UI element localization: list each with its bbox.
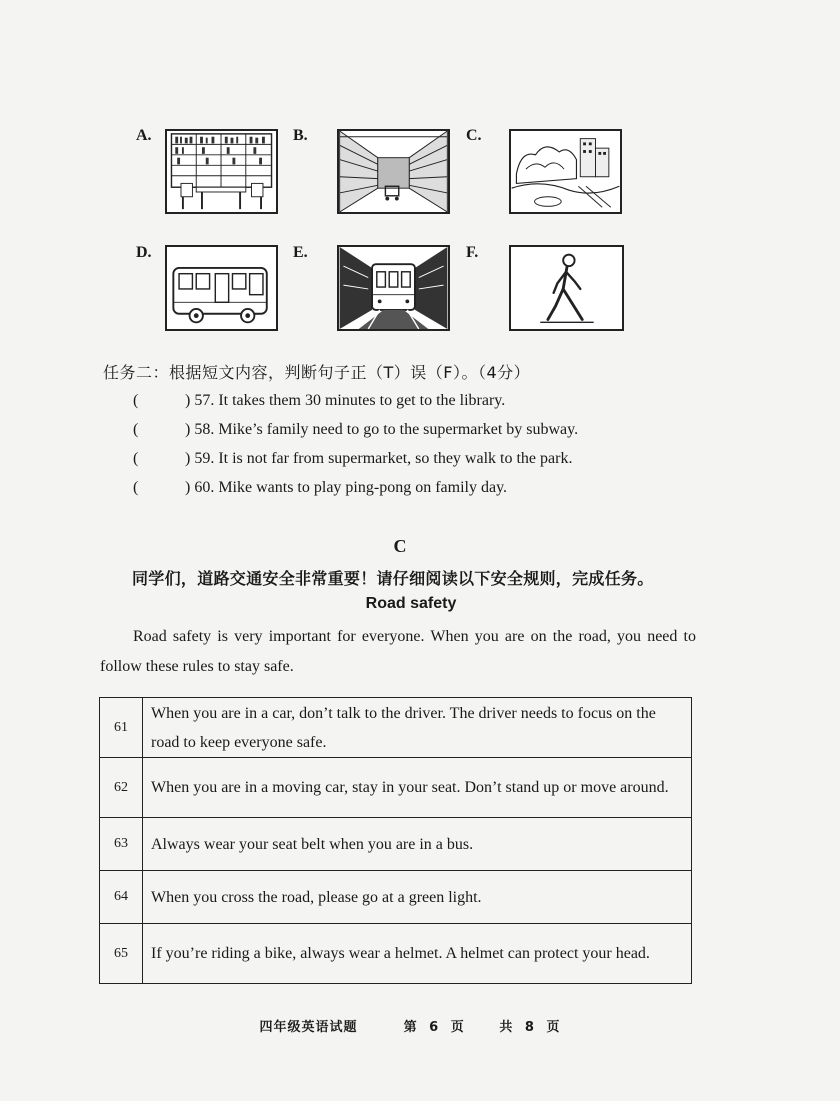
- rule-number: 61: [100, 698, 143, 758]
- option-label-d: D.: [136, 244, 152, 261]
- subway-icon: [339, 247, 448, 329]
- task2-title: 任务二：根据短文内容，判断句子正（T）误（F）。（4分）: [103, 363, 531, 382]
- rule-text: When you are in a moving car, stay in your seat. Don’t stand up or move around.: [143, 758, 692, 818]
- page-footer: [0, 1016, 820, 1035]
- footer-page: 第 6 页: [403, 1020, 465, 1035]
- supermarket-icon: [339, 131, 448, 212]
- table-row: [100, 871, 692, 924]
- question-60: ( ) 60. Mike wants to play ping-pong on family day.: [133, 479, 508, 496]
- question-text: 60. Mike wants to play ping-pong on family day.: [194, 479, 508, 496]
- footer-total: 共 8 页: [499, 1020, 561, 1035]
- passage-intro: Road safety is very important for everyone. When you are on the road, you need to follow these rules to stay safe.: [100, 628, 696, 675]
- rule-text: Always wear your seat belt when you are in a bus.: [143, 818, 692, 871]
- park-picture: [509, 129, 622, 214]
- rule-number: 64: [100, 871, 143, 924]
- option-label-b: B.: [293, 127, 308, 144]
- option-label-a: A.: [136, 127, 152, 144]
- option-label-e: E.: [293, 244, 308, 261]
- table-row: [100, 924, 692, 984]
- section-instruction: 同学们，道路交通安全非常重要！请仔细阅读以下安全规则，完成任务。: [132, 569, 654, 588]
- rules-table: [99, 697, 692, 984]
- question-text: 59. It is not far from supermarket, so they walk to the park.: [194, 450, 573, 467]
- walk-picture: [509, 245, 624, 331]
- rule-text: If you’re riding a bike, always wear a helmet. A helmet can protect your head.: [143, 924, 692, 984]
- table-row: [100, 818, 692, 871]
- answer-blank-open[interactable]: (: [133, 392, 139, 409]
- rule-number: 62: [100, 758, 143, 818]
- park-icon: [511, 131, 620, 212]
- question-59: ( ) 59. It is not far from supermarket, so they walk to the park.: [133, 450, 573, 467]
- walking-person-icon: [511, 247, 622, 329]
- table-row: [100, 758, 692, 818]
- section-letter: C: [393, 536, 407, 556]
- question-58: ( ) 58. Mike’s family need to go to the supermarket by subway.: [133, 421, 579, 438]
- subway-picture: [337, 245, 450, 331]
- option-label-f: F.: [466, 244, 479, 261]
- passage-title: Road safety: [365, 595, 457, 612]
- question-text: 58. Mike’s family need to go to the supermarket by subway.: [194, 421, 579, 438]
- library-picture: [165, 129, 278, 214]
- rule-text: When you cross the road, please go at a green light.: [143, 871, 692, 924]
- question-57: ( ) 57. It takes them 30 minutes to get to the library.: [133, 392, 506, 409]
- footer-subject: 四年级英语试题: [259, 1020, 358, 1035]
- bus-icon: [167, 247, 276, 329]
- answer-blank-open[interactable]: (: [133, 479, 139, 496]
- supermarket-picture: [337, 129, 450, 214]
- option-label-c: C.: [466, 127, 482, 144]
- question-text: 57. It takes them 30 minutes to get to the library.: [194, 392, 506, 409]
- library-icon: [167, 131, 276, 212]
- rule-text: When you are in a car, don’t talk to the driver. The driver needs to focus on the road to keep everyone safe.: [143, 698, 692, 758]
- answer-blank-open[interactable]: (: [133, 450, 139, 467]
- rule-number: 65: [100, 924, 143, 984]
- rule-number: 63: [100, 818, 143, 871]
- answer-blank-open[interactable]: (: [133, 421, 139, 438]
- table-row: [100, 698, 692, 758]
- bus-picture: [165, 245, 278, 331]
